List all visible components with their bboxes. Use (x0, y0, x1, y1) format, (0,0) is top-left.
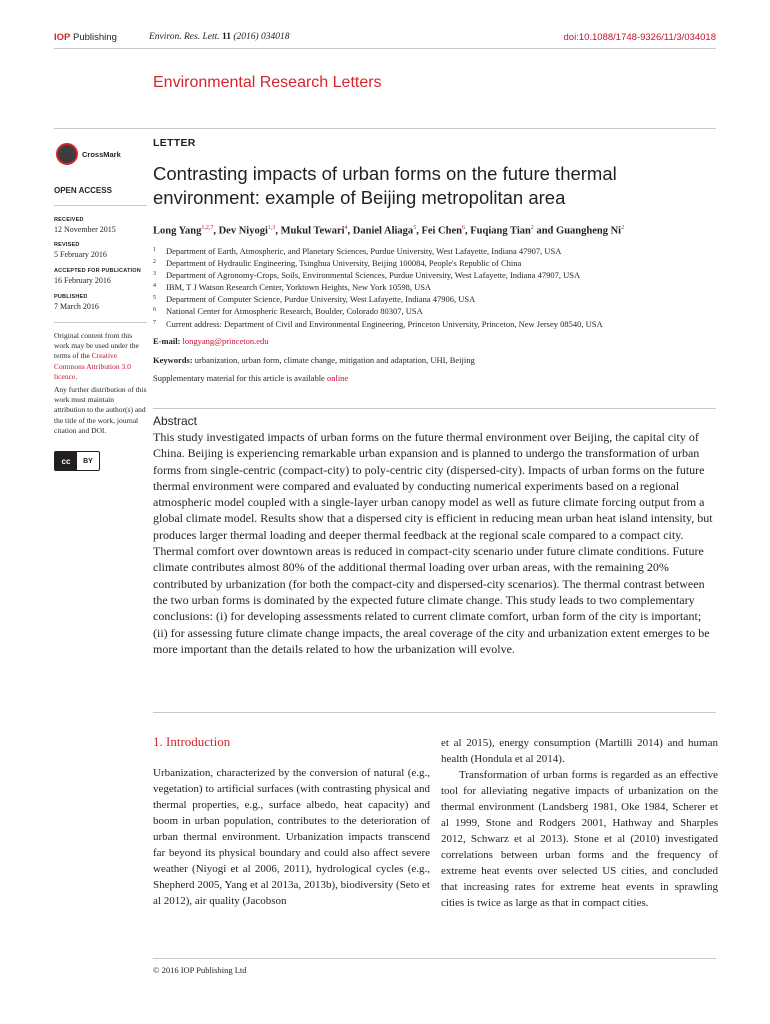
affiliation-text: National Center for Atmospheric Research, Boulder, Colorado 80307, USA (166, 306, 423, 317)
license-notice (54, 331, 147, 436)
license-para (54, 331, 147, 382)
license-link[interactable]: Creative Commons Attribution 3.0 licence (54, 351, 131, 381)
affiliation-number: 1 (153, 247, 156, 253)
keywords-text: urbanization, urban form, climate change, mitigation and adaptation, UHI, Beijing (194, 355, 475, 365)
divider (153, 712, 716, 713)
by-label: BY (83, 457, 93, 465)
author-name: Mukul Tewari (280, 225, 345, 237)
affiliation (153, 257, 718, 269)
date-label: RECEIVED (54, 217, 84, 223)
intro-para: Urbanization, characterized by the conversion of natural (e.g., vegetation) to artificial surfaces (with contrasting physical and thermal properties, e.g., surface albedo, heat capacity) and boom in urban population, contributes to the deterioration of urban thermal environment. Urbanization impacts transcend far beyond its physical boundary and could also affect severe weather (Niyogi et al 2006, 2011), hydrological cycles (e.g., Shepherd 2005, Yang et al 2013a, 2013b), biodiversity (Seto et al 2012), air quality (Jacobson (153, 767, 430, 907)
affiliation-list (153, 245, 718, 330)
author-separator: , (213, 225, 219, 237)
author-separator: , (275, 225, 281, 237)
author-affil-ref[interactable]: 5 (413, 225, 417, 231)
abstract-text: This study investigated impacts of urban forms on the future thermal environment over Beijing, the capital city of China. Beijing is experiencing remarkable urban expansion and is planned to undergo the transformation of urban forms from single-centric (compact-city) to poly-centric city (dispersed-city). Impacts of urban forms on the future thermal environment were compared and evaluated by conducting numerical experiments based on a regional atmospheric model coupled with a single-layer urban canopy model as well as future climate forcing output from a global climate model. Results show that a dispersed city is efficient in reducing mean urban heat island intensity, but produces larger thermal loading and deeper thermal feedback at the regional scale compared to a compact city. Thermal comfort over downtown areas is reduced in compact-city scenario under future climate conditions. Future climate contributes almost 80% of the additional thermal loading over urban areas, with the remaining 20% contributed by urbanization (for both the compact-city and dispersed-city scenarios). The thermal contrast between the two urban forms is dominated by the expected future climate change. This study leads to two complementary conclusions: (i) for developing assessments related to current climate comfort, urban form of the city is important; (ii) for assessing future climate change impacts, the areal coverage of the city and urbanization extent emerges to be more important than the details related to how the urbanization will evolve. (153, 430, 713, 656)
supplementary-link[interactable]: online (326, 373, 349, 383)
affiliation-text: Department of Hydraulic Engineering, Tsinghua University, Beijing 100084, People's Republic of China (166, 258, 522, 269)
supplementary-text: Supplementary material for this article is available (153, 373, 327, 383)
cc-icon: cc (55, 452, 77, 470)
journal-name: Environmental Research Letters (153, 74, 382, 91)
cc-by-badge[interactable] (54, 451, 100, 471)
section-heading: 1. Introduction (153, 734, 231, 749)
affiliation (153, 305, 718, 317)
affiliation (153, 269, 718, 281)
intro-right-column (441, 735, 718, 911)
email-label: E-mail: (153, 336, 181, 346)
affiliation-number: 5 (153, 295, 156, 302)
crossmark-label: CrossMark (82, 150, 121, 159)
intro-para: Transformation of urban forms is regarded as an effective tool for alleviating negative impacts of urbanization on the thermal environment (Landsberg 1981, Oke 1984, Scherer et al 1999, Stone and Rodgers 2001, Hathway and Sharples 2012, Schwarz et al 2013). Stone et al (2010) investigated correlations between urban forms and the frequency of extreme heat events over selected US cities, and concluded that increasing rates for extreme heat events in sprawling cities is twice as large as that in compact cities. (441, 769, 718, 909)
divider (54, 205, 147, 206)
author-name: Guangheng Ni (556, 225, 622, 237)
license-end: . (75, 371, 78, 381)
author-name: Long Yang (153, 225, 202, 237)
email-link[interactable]: longyang@princeton.edu (182, 336, 269, 346)
date-label: PUBLISHED (54, 294, 88, 300)
author-affil-ref[interactable]: 1,2,7 (201, 225, 214, 231)
affiliation-text: Department of Computer Science, Purdue University, West Lafayette, Indiana 47906, USA (166, 294, 476, 305)
citation-rest: (2016) 034018 (233, 32, 290, 42)
article-title: Contrasting impacts of urban forms on the future thermal environment: example of Beijing metropolitan area (153, 163, 617, 208)
license-text: Original content from this work may be used under the terms of the (54, 331, 139, 361)
divider (153, 958, 716, 959)
date-value: 5 February 2016 (54, 250, 107, 259)
affiliation-text: IBM, T J Watson Research Center, Yorktown Heights, New York 10598, USA (166, 282, 432, 293)
author-name: Fei Chen (421, 225, 462, 237)
affiliation-number: 2 (153, 259, 156, 266)
citation (149, 32, 290, 42)
author-affil-ref[interactable]: 2 (621, 225, 625, 231)
intro-left-column (153, 765, 430, 909)
crossmark-badge[interactable] (56, 143, 126, 169)
date-value: 7 March 2016 (54, 302, 99, 311)
affiliation-text: Current address: Department of Civil and Environmental Engineering, Princeton University, Princeton, New Jersey 08540, USA (166, 318, 603, 329)
author-separator: , (347, 225, 353, 237)
keywords-label: Keywords: (153, 355, 193, 365)
author-affil-ref[interactable]: 1,3 (267, 225, 276, 231)
affiliation-number: 6 (153, 307, 156, 314)
email-line (153, 336, 268, 346)
date-value: 16 February 2016 (54, 276, 111, 285)
abstract-heading: Abstract (153, 414, 198, 428)
keywords-line (153, 355, 475, 365)
author-name: Dev Niyogi (218, 225, 268, 237)
citation-journal: Environ. Res. Lett. (149, 32, 220, 42)
author-affil-ref[interactable]: 4 (344, 225, 348, 231)
open-access-label: OPEN ACCESS (54, 186, 112, 195)
affiliation (153, 245, 718, 257)
intro-para: et al 2015), energy consumption (Martilli 2014) and human health (Hondula et al 2014). (441, 737, 718, 765)
license-para2: Any further distribution of this work must maintain attribution to the author(s) and the title of the work, journal citation and DOI. (54, 385, 147, 435)
doi-link[interactable]: doi:10.1088/1748-9326/11/3/034018 (563, 32, 716, 43)
divider (54, 322, 147, 323)
date-value: 12 November 2015 (54, 225, 116, 234)
article-type: LETTER (153, 137, 196, 149)
affiliation (153, 318, 718, 330)
running-header (54, 30, 716, 49)
author-name: Fuqiang Tian (470, 225, 531, 237)
publisher-logo (54, 32, 117, 43)
divider (153, 408, 716, 409)
citation-volume: 11 (222, 32, 231, 42)
crossmark-icon (56, 143, 78, 165)
affiliation-text: Department of Agronomy-Crops, Soils, Environmental Sciences, Purdue University, West Lafayette, Indiana 47907, USA (166, 270, 581, 281)
publisher-rest: Publishing (70, 32, 117, 43)
author-separator: and (533, 225, 557, 237)
author-list (153, 225, 718, 237)
author-separator: , (464, 225, 471, 237)
date-label: REVISED (54, 242, 80, 248)
date-label: ACCEPTED FOR PUBLICATION (54, 268, 141, 274)
affiliation-text: Department of Earth, Atmospheric, and Planetary Sciences, Purdue University, West Lafayette, Indiana 47907, USA (166, 246, 562, 256)
author-name: Daniel Aliaga (352, 225, 414, 237)
affiliation (153, 281, 718, 293)
affiliation-number: 3 (153, 271, 156, 278)
divider (54, 128, 716, 129)
author-affil-ref[interactable]: 2 (530, 225, 534, 231)
author-affil-ref[interactable]: 6 (461, 225, 465, 231)
affiliation-number: 7 (153, 319, 156, 326)
supplementary-line (153, 373, 348, 383)
affiliation (153, 293, 718, 305)
author-separator: , (416, 225, 422, 237)
copyright: © 2016 IOP Publishing Ltd (153, 965, 247, 975)
affiliation-number: 4 (153, 283, 156, 290)
publisher-brand: IOP (54, 32, 71, 43)
